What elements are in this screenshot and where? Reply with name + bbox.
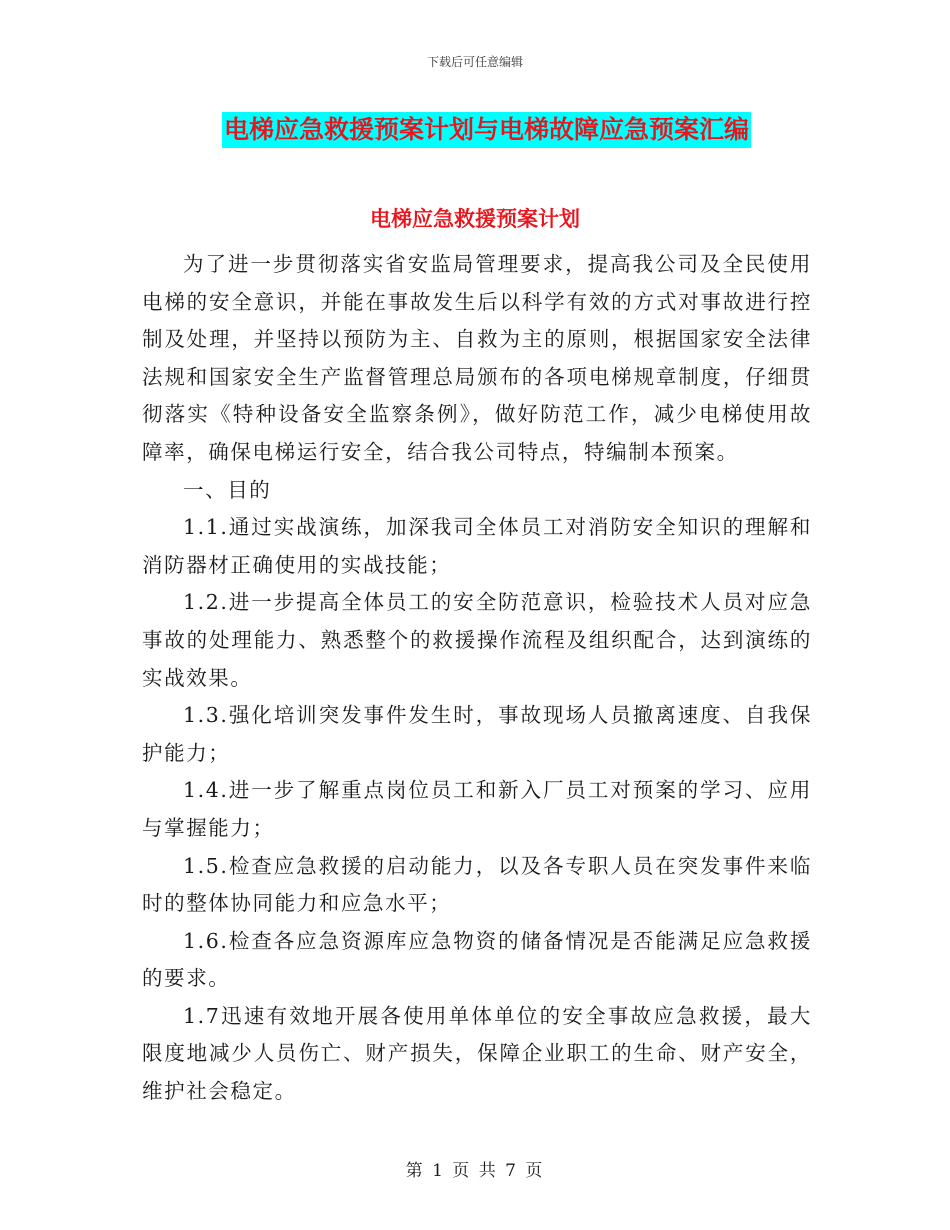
document-body [142, 246, 812, 1111]
paragraph-1-6: 1.6.检查各应急资源库应急物资的储备情况是否能满足应急救援的要求。 [142, 928, 812, 991]
paragraph-1-1: 1.1.通过实战演练，加深我司全体员工对消防安全知识的理解和消防器材正确使用的实战技能； [142, 515, 812, 577]
page-footer: 第 1 页 共 7 页 [405, 1161, 545, 1181]
paragraph-1-3: 1.3.强化培训突发事件发生时，事故现场人员撤离速度、自我保护能力； [142, 703, 812, 765]
document-title: 电梯应急救援预案计划与电梯故障应急预案汇编 [222, 112, 751, 148]
heading-purpose: 一、目的 [183, 477, 272, 502]
paragraph-1-7: 1.7迅速有效地开展各使用单体单位的安全事故应急救援，最大限度地减少人员伤亡、财产损失，保障企业职工的生命、财产安全，维护社会稳定。 [142, 1003, 812, 1104]
section-title: 电梯应急救援预案计划 [370, 207, 580, 231]
paragraph-1-5: 1.5.检查应急救援的启动能力，以及各专职人员在突发事件来临时的整体协同能力和应急水平； [142, 853, 812, 916]
paragraph-1-4: 1.4.进一步了解重点岗位员工和新入厂员工对预案的学习、应用与掌握能力； [142, 778, 812, 840]
header-note: 下载后可任意编辑 [426, 55, 523, 69]
paragraph-intro: 为了进一步贯彻落实省安监局管理要求，提高我公司及全民使用电梯的安全意识，并能在事故发生后以科学有效的方式对事故进行控制及处理，并坚持以预防为主、自救为主的原则，根据国家安全法律法规和国家安全生产监督管理总局颁布的各项电梯规章制度，仔细贯彻落实《特种设备安全监察条例》，做好防范工作，减少电梯使用故障率，确保电梯运行安全，结合我公司特点，特编制本预案。 [142, 252, 812, 464]
paragraph-1-2: 1.2.进一步提高全体员工的安全防范意识，检验技术人员对应急事故的处理能力、熟悉整个的救援操作流程及组织配合，达到演练的实战效果。 [142, 590, 812, 690]
